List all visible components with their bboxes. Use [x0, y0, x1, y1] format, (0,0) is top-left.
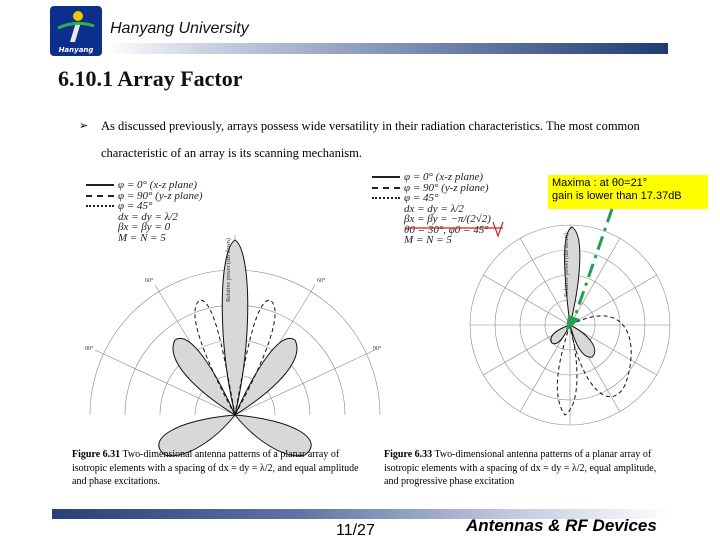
- angle-label: 60°: [145, 278, 154, 284]
- legend-entry: βx = βy = 0: [118, 221, 171, 233]
- legend-entry: φ = 90° (y-z plane): [372, 183, 491, 194]
- university-logo: [50, 6, 102, 56]
- caption-text: Two-dimensional antenna patterns of a planar array of isotropic elements with a spacing of dx = dy = λ/2, and equal amplitude and phase excitations.: [72, 449, 359, 487]
- legend-entry: φ = 45°: [86, 201, 203, 212]
- page-number: 11/27: [336, 522, 375, 539]
- left-axis-label: Relative power (dB down): [226, 238, 232, 302]
- university-name: Hanyang University: [110, 20, 249, 37]
- callout-arrow-icon: [560, 205, 620, 335]
- bullet-text: As discussed previously, arrays possess wide versatility in their radiation characteristics. The most common characteristic of an array is its scanning mechanism.: [101, 119, 640, 160]
- caption-text: Two-dimensional antenna patterns of a planar array of isotropic elements with a spacing of dx = dy = λ/2, equal amplitude, and progressive phase excitation: [384, 449, 657, 487]
- maxima-callout: [548, 175, 708, 209]
- legend-entry: θ0 = 30°, φ0 = 45°: [404, 223, 489, 236]
- bullet-point: [79, 113, 699, 167]
- callout-line-2: gain is lower than 17.37dB: [552, 190, 682, 202]
- caption-figure-number: Figure 6.33: [384, 449, 433, 460]
- legend-entry: dx = dy = λ/2: [118, 210, 178, 223]
- legend-entry: dx = dy = λ/2: [404, 202, 464, 215]
- legend-entry: M = N = 5: [118, 231, 166, 244]
- logo-mark-icon: [50, 6, 102, 46]
- angle-label: 60°: [317, 278, 326, 284]
- legend-entry: φ = 90° (y-z plane): [86, 191, 203, 202]
- legend-entry: φ = 0° (x-z plane): [86, 180, 203, 191]
- right-caption: [384, 448, 672, 489]
- legend-entry: φ = 0° (x-z plane): [372, 172, 491, 183]
- caption-figure-number: Figure 6.31: [72, 449, 121, 460]
- legend-entry: βx = βy = −π/(2√2): [404, 213, 491, 225]
- right-axis-label: Relative power (dB down): [564, 233, 570, 297]
- angle-label: 90°: [85, 346, 94, 352]
- legend-entry: φ = 45°: [372, 193, 491, 204]
- logo-text: Hanyang: [58, 46, 94, 54]
- slide-title: 6.10.1 Array Factor: [58, 66, 243, 91]
- legend-entry: M = N = 5: [404, 234, 452, 246]
- callout-line-1: Maxima : at θ0=21°: [552, 177, 648, 189]
- angle-label: 90°: [373, 346, 382, 352]
- left-caption: [72, 448, 360, 489]
- bullet-arrow-icon: ➢: [79, 120, 89, 132]
- left-polar-plot: [85, 230, 382, 430]
- course-title: Antennas & RF Devices: [466, 516, 657, 535]
- header-bar: [104, 43, 668, 54]
